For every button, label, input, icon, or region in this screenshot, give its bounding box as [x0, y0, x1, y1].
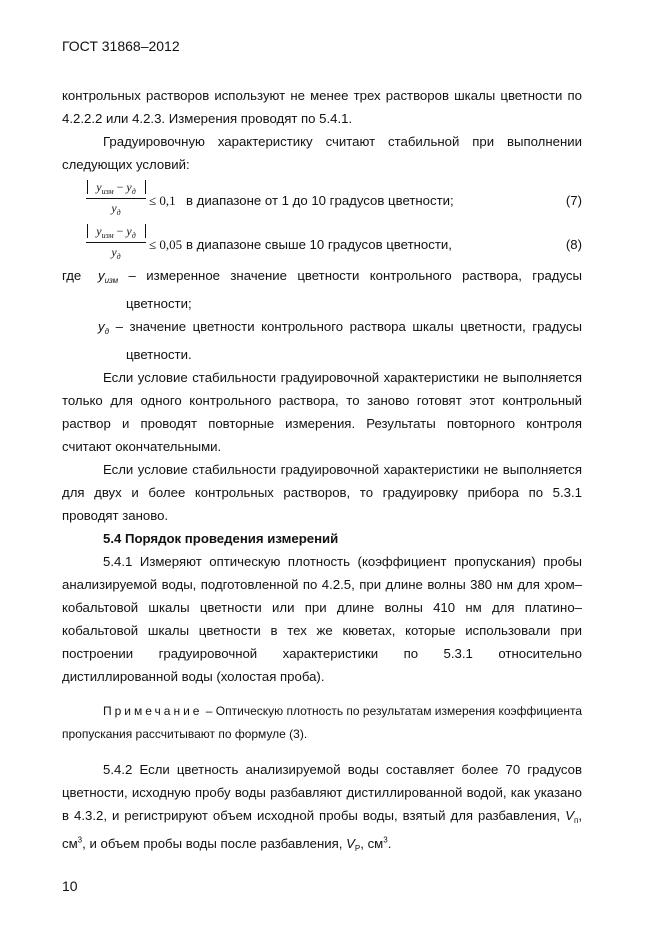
- formula-8-numerator: $y_{изм} - y_д$: [96, 224, 136, 240]
- paragraph-5: 5.4.1 Измеряют оптическую плотность (коэффициент пропускания) пробы анализируемой воды, подготовленной по 4.2.5, при длине волны 380 нм для хром–кобальтовой шкалы цветности или при длине волны 410 нм для платино–кобальтовой шкалы цветности в тех же кюветах, которые использовали при построении градуировочной характеристики по 5.3.1 относительно дистиллированной воды (холостая проба).: [62, 554, 582, 684]
- formula-8-denominator: $y_д$: [111, 245, 121, 261]
- section-heading: 5.4 Порядок проведения измерений: [103, 531, 339, 546]
- formula-8: [62, 220, 582, 264]
- formula-7: [62, 176, 582, 220]
- definition-1: [62, 264, 582, 315]
- document-body: [62, 84, 582, 860]
- formula-7-numerator: $y_{изм} - y_д$: [96, 180, 136, 196]
- note-label: Примечание: [103, 704, 203, 718]
- formula-8-number: (8): [565, 237, 582, 252]
- paragraph-2: Градуировочную характеристику считают стабильной при выполнении следующих условий:: [62, 134, 582, 172]
- formula-7-text: в диапазоне от 1 до 10 градусов цветности;: [186, 193, 454, 208]
- definition-1-text: $y_{изм}$ – измеренное значение цветности контрольного раствора, градусы цветности;: [98, 268, 582, 311]
- formula-8-condition: ≤ 0,05: [149, 237, 183, 252]
- definition-2-text: $y_д$ – значение цветности контрольного раствора шкалы цветности, градусы цветности.: [98, 319, 582, 362]
- paragraph-4: Если условие стабильности градуировочной характеристики не выполняется для двух и более контрольных растворов, то градуировку прибора по 5.3.1 проводят заново.: [62, 462, 582, 523]
- formula-7-denominator: $y_д$: [111, 201, 121, 217]
- formula-8-expression: [86, 220, 183, 264]
- paragraph-3: Если условие стабильности градуировочной характеристики не выполняется только для одного контрольного раствора, то заново готовят этот контрольный раствор и проводят повторные измерения. Результаты повторного контроля считают окончательными.: [62, 370, 582, 454]
- definition-2: [62, 315, 582, 366]
- page-number: 10: [62, 878, 78, 894]
- formula-8-text: в диапазоне свыше 10 градусов цветности,: [186, 237, 452, 252]
- where-label: где: [62, 268, 82, 283]
- formula-7-expression: [86, 176, 176, 220]
- formula-7-number: (7): [565, 193, 582, 208]
- paragraph-6: 5.4.2 Если цветность анализируемой воды составляет более 70 градусов цветности, исходную пробу воды разбавляют дистиллированной водой, как указано в 4.3.2, и регистрируют объем исходной пробы воды, взятый для разбавления, $V_п$, $см^3$, и объем пробы воды после разбавления, $V_Р$, $см^3$.: [62, 762, 582, 853]
- note: [62, 700, 582, 746]
- note-text: – Оптическую плотность по результатам измерения коэффициента пропускания рассчитывают по формуле (3).: [62, 704, 582, 741]
- formula-7-condition: ≤ 0,1: [149, 193, 176, 208]
- paragraph-1: контрольных растворов используют не менее трех растворов шкалы цветности по 4.2.2.2 или 4.2.3. Измерения проводят по 5.4.1.: [62, 88, 582, 126]
- document-header: ГОСТ 31868–2012: [62, 38, 180, 54]
